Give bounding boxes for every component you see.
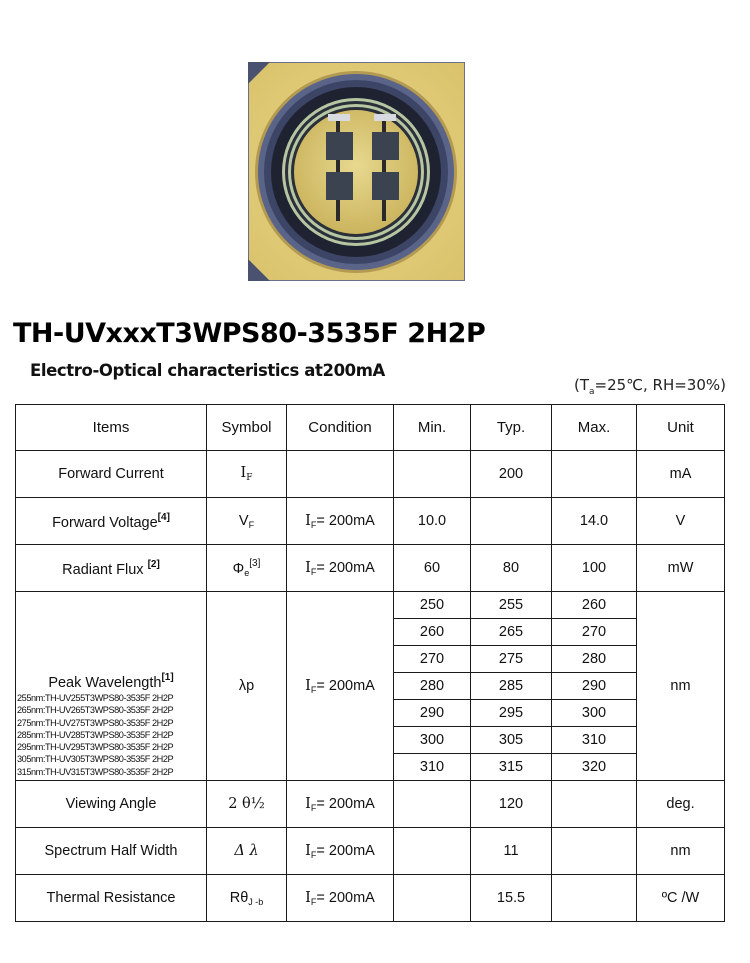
min-cell: 260 <box>394 619 471 646</box>
condition-cell: $I_F= 200mA$ <box>287 828 394 875</box>
max-cell <box>552 781 637 828</box>
max-cell <box>552 828 637 875</box>
max-cell <box>552 875 637 922</box>
min-cell: 310 <box>394 754 471 781</box>
unit-cell: nm <box>637 592 725 781</box>
min-cell: 60 <box>394 545 471 592</box>
table-row <box>16 451 725 498</box>
unit-cell: mA <box>637 451 725 498</box>
max-cell: 300 <box>552 700 637 727</box>
item-cell: Viewing Angle <box>16 781 207 828</box>
min-cell <box>394 828 471 875</box>
symbol-cell: $R\theta_{J -b}$ <box>207 875 287 922</box>
model-line: 285nm:TH-UV285T3WPS80-3535F 2H2P <box>17 729 174 740</box>
model-line: 315nm:TH-UV315T3WPS80-3535F 2H2P <box>17 766 174 777</box>
unit-cell: nm <box>637 828 725 875</box>
max-cell: 320 <box>552 754 637 781</box>
item-cell: Radiant Flux [2] <box>16 545 207 592</box>
model-line: 295nm:TH-UV295T3WPS80-3535F 2H2P <box>17 742 174 753</box>
condition-cell: $I_F= 200mA$ <box>287 781 394 828</box>
symbol-cell: $V_F$ <box>207 498 287 545</box>
max-cell: 310 <box>552 727 637 754</box>
typ-cell: 15.5 <box>471 875 552 922</box>
header-unit: Unit <box>637 405 725 451</box>
min-cell <box>394 781 471 828</box>
table-row <box>16 545 725 592</box>
symbol-cell: λp <box>207 592 287 781</box>
min-cell: 270 <box>394 646 471 673</box>
electro-optical-table <box>15 404 725 922</box>
table-header-row <box>16 405 725 451</box>
header-condition: Condition <box>287 405 394 451</box>
unit-cell: mW <box>637 545 725 592</box>
min-cell <box>394 451 471 498</box>
min-cell: 250 <box>394 592 471 619</box>
table-row-peak-wavelength <box>16 592 725 619</box>
unit-cell: V <box>637 498 725 545</box>
table-row <box>16 498 725 545</box>
min-cell: 300 <box>394 727 471 754</box>
unit-cell: deg. <box>637 781 725 828</box>
item-cell: Forward Current <box>16 451 207 498</box>
symbol-cell: $I_F$ <box>207 451 287 498</box>
typ-cell: 120 <box>471 781 552 828</box>
table-row <box>16 875 725 922</box>
item-cell: Thermal Resistance <box>16 875 207 922</box>
led-chip-photo <box>248 62 465 281</box>
item-cell: Spectrum Half Width <box>16 828 207 875</box>
product-title: TH-UVxxxT3WPS80-3535F 2H2P <box>13 318 486 349</box>
header-min: Min. <box>394 405 471 451</box>
typ-cell: 80 <box>471 545 552 592</box>
max-cell: 14.0 <box>552 498 637 545</box>
min-cell: 10.0 <box>394 498 471 545</box>
header-symbol: Symbol <box>207 405 287 451</box>
symbol-cell: 2 θ½ <box>207 781 287 828</box>
header-typ: Typ. <box>471 405 552 451</box>
typ-cell: 275 <box>471 646 552 673</box>
section-subtitle: Electro-Optical characteristics at200mA <box>30 361 385 380</box>
typ-cell: 11 <box>471 828 552 875</box>
typ-cell <box>471 498 552 545</box>
condition-cell: $I_F= 200mA$ <box>287 592 394 781</box>
model-line: 265nm:TH-UV265T3WPS80-3535F 2H2P <box>17 705 174 716</box>
max-cell: 290 <box>552 673 637 700</box>
table-row <box>16 781 725 828</box>
header-max: Max. <box>552 405 637 451</box>
min-cell: 290 <box>394 700 471 727</box>
header-items: Items <box>16 405 207 451</box>
typ-cell: 265 <box>471 619 552 646</box>
symbol-cell: $\Phi_e[3]$ <box>207 545 287 592</box>
typ-cell: 295 <box>471 700 552 727</box>
model-line: 255nm:TH-UV255T3WPS80-3535F 2H2P <box>17 692 174 703</box>
typ-cell: 315 <box>471 754 552 781</box>
typ-cell: 285 <box>471 673 552 700</box>
condition-cell: $I_F= 200mA$ <box>287 545 394 592</box>
item-cell: Forward Voltage[4] <box>16 498 207 545</box>
table-row <box>16 828 725 875</box>
condition-cell <box>287 451 394 498</box>
led-chip-image <box>248 62 465 281</box>
max-cell: 260 <box>552 592 637 619</box>
model-line: 275nm:TH-UV275T3WPS80-3535F 2H2P <box>17 717 174 728</box>
model-line: 305nm:TH-UV305T3WPS80-3535F 2H2P <box>17 754 174 765</box>
condition-cell: $I_F= 200mA$ <box>287 875 394 922</box>
unit-cell: ºC /W <box>637 875 725 922</box>
min-cell <box>394 875 471 922</box>
test-conditions-note: ($T_a=25℃$, RH=30%) <box>573 376 726 397</box>
typ-cell: 200 <box>471 451 552 498</box>
max-cell <box>552 451 637 498</box>
min-cell: 280 <box>394 673 471 700</box>
typ-cell: 305 <box>471 727 552 754</box>
condition-cell: $I_F= 200mA$ <box>287 498 394 545</box>
max-cell: 270 <box>552 619 637 646</box>
item-cell: Peak Wavelength[1] 255nm:TH-UV255T3WPS80-3535F 2H2P 265nm:TH-UV265T3WPS80-3535F 2H2P 275nm:TH-UV275T3WPS80-3535F 2H2P 285nm:TH-UV285T3WPS80-3535F 2H2P 295nm:TH-UV295T3WPS80-3535F 2H2P 305nm:TH-UV305T3WPS80-3535F 2H2P 315nm:TH-UV315T3WPS80-3535F 2H2P <box>16 592 207 781</box>
symbol-cell: Δ λ <box>207 828 287 875</box>
max-cell: 100 <box>552 545 637 592</box>
max-cell: 280 <box>552 646 637 673</box>
typ-cell: 255 <box>471 592 552 619</box>
